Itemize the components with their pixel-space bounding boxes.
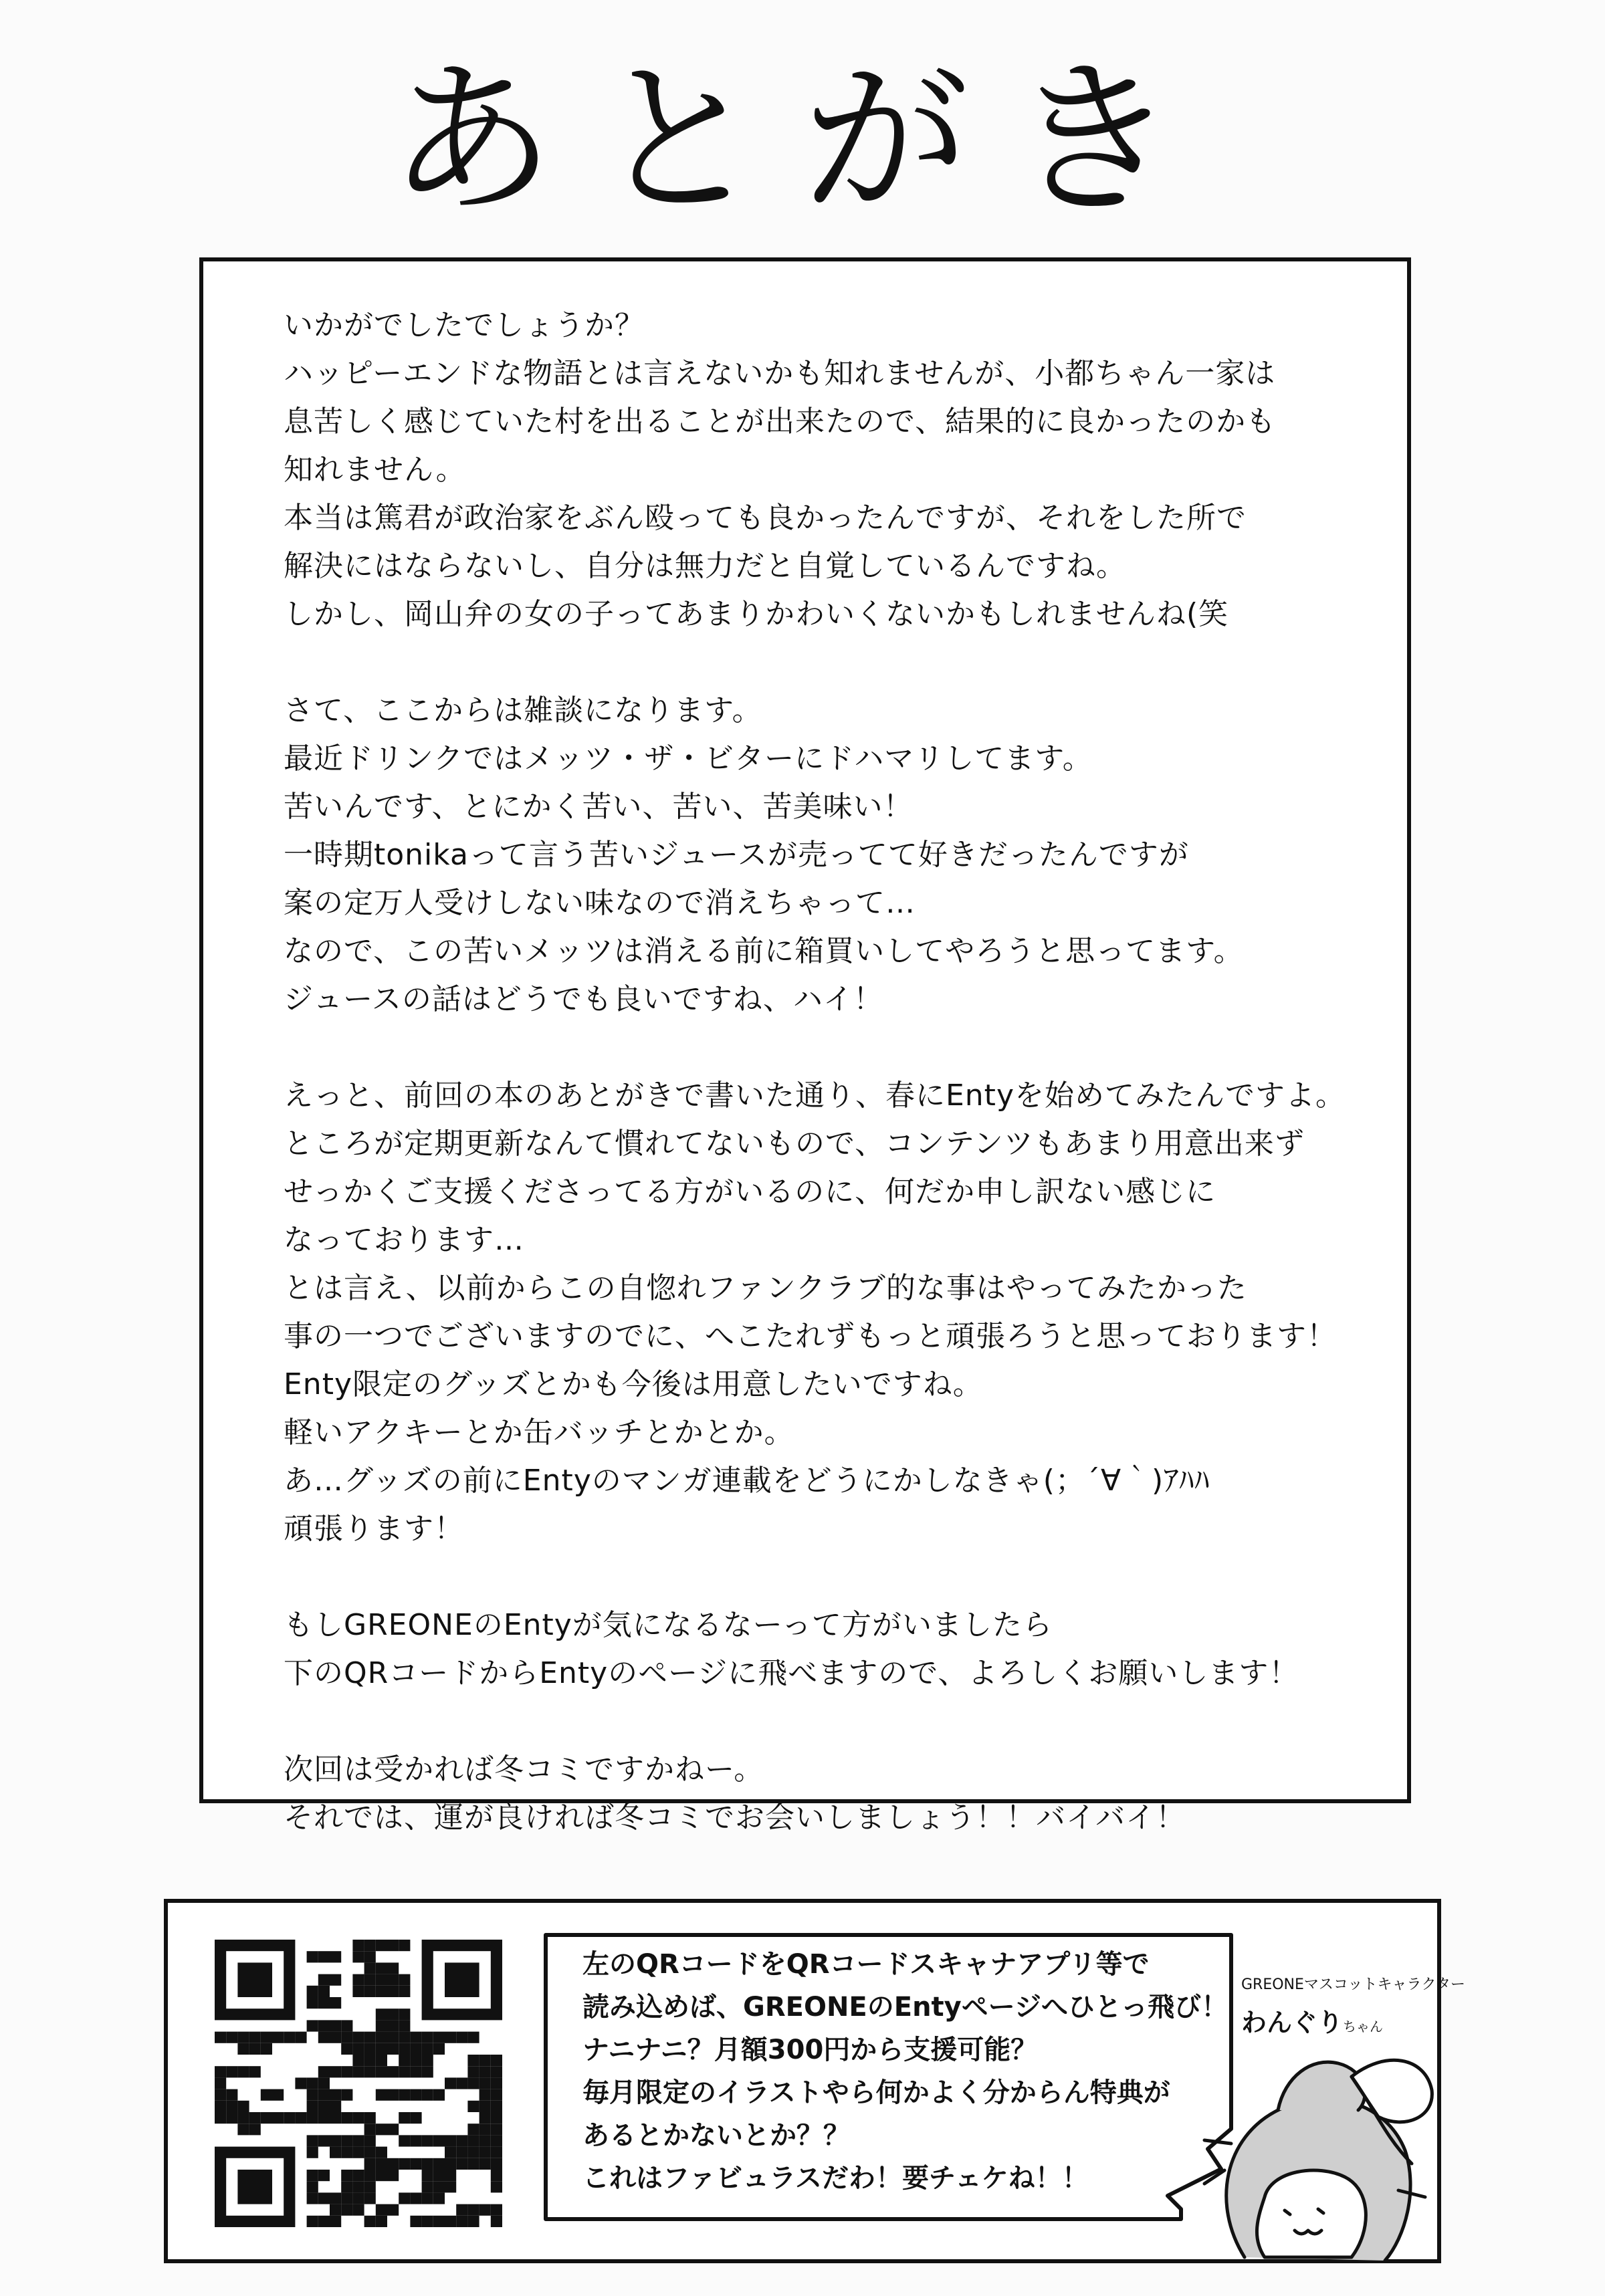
afterword-line: なっております… [284,1223,524,1257]
afterword-line: 息苦しく感じていた村を出ることが出来たので、結果的に良かったのかも [284,405,1277,439]
afterword-line: しかし、岡山弁の女の子ってあまりかわいくないかもしれませんね(笑 [284,597,1229,631]
afterword-line: Enty限定のグッズとかも今後は用意したいですね。 [284,1367,983,1401]
page-title: あとがき [388,43,1217,237]
afterword-line: 頑張ります！ [284,1512,464,1546]
bubble-line: 毎月限定のイラストやら何かよく分からん特典が [582,2077,1170,2108]
qr-code-icon[interactable] [215,1940,502,2227]
afterword-line: ジュースの話はどうでも良いですね、ハイ！ [284,982,883,1016]
afterword-text [284,302,1380,1842]
bubble-line: 読み込めば、GREONEのEntyページへひとっ飛び！ [582,1992,1228,2023]
afterword-line: 最近ドリンクではメッツ・ザ・ビターにドハマリしてます。 [284,741,1093,776]
afterword-line: いかがでしたでしょうか？ [284,308,645,342]
afterword-line: それでは、運が良ければ冬コミでお会いしましょう！！バイバイ！ [284,1801,1186,1835]
afterword-line: えっと、前回の本のあとがきで書いた通り、春にEntyを始めてみたんですよ。 [284,1078,1346,1113]
afterword-line: 下のQRコードからEntyのページに飛べますので、よろしくお願いします！ [284,1656,1299,1690]
afterword-line: ハッピーエンドな物語とは言えないかも知れませんが、小都ちゃん一家は [284,356,1276,390]
afterword-line [284,1024,1380,1072]
afterword-line [284,1553,1380,1601]
bubble-line: これはファビュラスだわ！要チェケね！！ [582,2163,1089,2194]
afterword-line: なので、この苦いメッツは消える前に箱買いしてやろうと思ってます。 [284,934,1244,968]
afterword-line: せっかくご支援くださってる方がいるのに、何だか申し訳ない感じに [284,1175,1216,1209]
afterword-line: ところが定期更新なんて慣れてないもので、コンテンツもあまり用意出来ず [284,1127,1305,1161]
mascot-name-text: わんぐり [1241,2008,1344,2037]
afterword-box [199,257,1411,1835]
afterword-line: 事の一つでございますのでに、へこたれずもっと頑張ろうと思っております！ [284,1319,1337,1353]
mascot-caption: GREONEマスコットキャラクター [1241,1976,1466,1993]
afterword-line: あ…グッズの前にEntyのマンガ連載をどうにかしなきゃ(；´∀｀)ｱﾊﾊ [284,1464,1210,1498]
enty-promo-box [164,1899,1466,2263]
mascot-name [1241,2002,1383,2039]
afterword-line [284,639,1380,687]
bubble-line: ナニナニ？月額300円から支援可能？ [582,2035,1038,2065]
afterword-line: もしGREONEのEntyが気になるなーって方がいましたら [284,1608,1053,1642]
afterword-line: 知れません。 [284,453,466,487]
bubble-line: あるとかないとか？？ [582,2120,850,2151]
mascot-illustration-icon [1184,2037,1445,2264]
afterword-line: 解決にはならないし、自分は無力だと自覚しているんですね。 [284,549,1126,583]
afterword-line: とは言え、以前からこの自惚れファンクラブ的な事はやってみたかった [284,1271,1247,1305]
afterword-line: 次回は受かれば冬コミですかねー。 [284,1752,764,1787]
afterword-line: 一時期tonikaって言う苦いジュースが売ってて好きだったんですが [284,838,1189,872]
afterword-line: 軽いアクキーとか缶バッチとかとか。 [284,1415,794,1450]
afterword-line: 案の定万人受けしない味なので消えちゃって… [284,886,916,920]
bubble-line: 左のQRコードをQRコードスキャナアプリ等で [582,1949,1150,1980]
afterword-line: 本当は篤君が政治家をぶん殴っても良かったんですが、それをした所で [284,501,1247,535]
afterword-line: 苦いんです、とにかく苦い、苦い、苦美味い！ [284,790,914,824]
afterword-line [284,1698,1380,1746]
afterword-line: さて、ここからは雑談になります。 [284,693,762,727]
mascot-name-suffix: ちゃん [1343,2019,1384,2035]
